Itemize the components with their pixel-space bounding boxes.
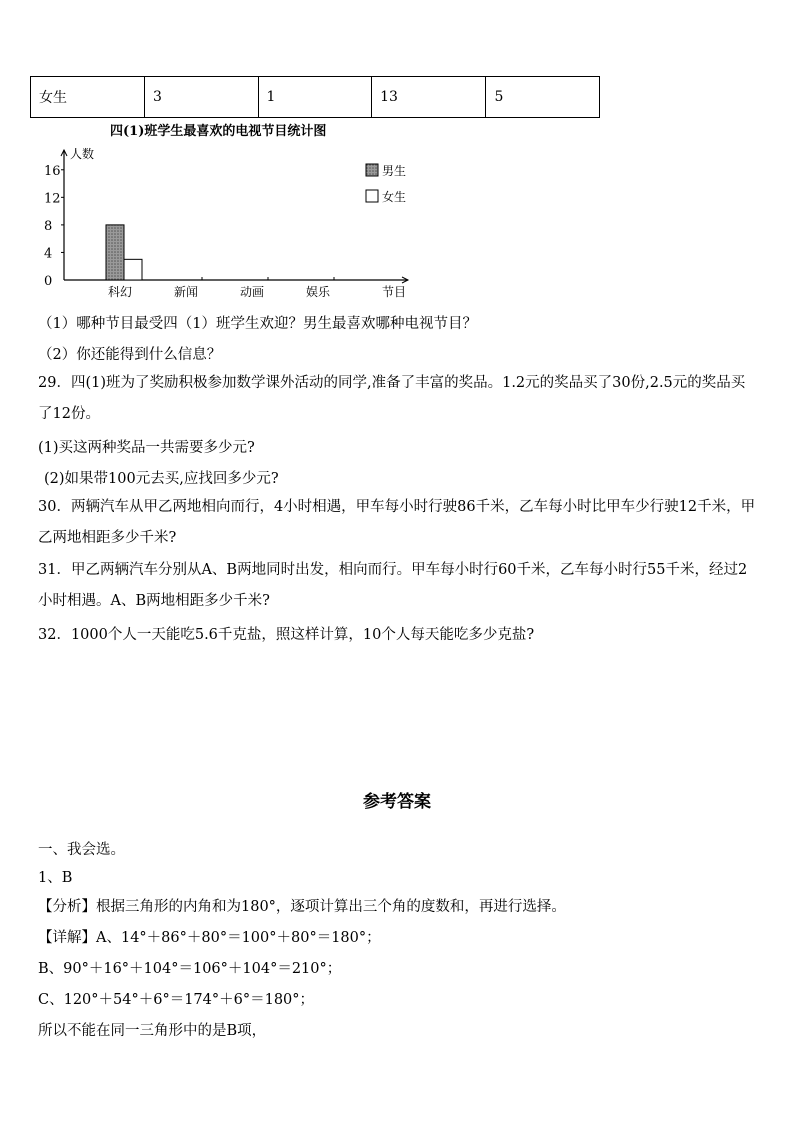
answer-analysis: 【分析】根据三角形的内角和为180°，逐项计算出三个角的度数和，再进行选择。 bbox=[38, 899, 566, 915]
table-cell: 13 bbox=[372, 77, 486, 118]
table-cell: 女生 bbox=[31, 77, 145, 118]
answer-detail-c: C、120°＋54°＋6°＝174°＋6°＝180°； bbox=[38, 992, 315, 1008]
legend-swatch bbox=[366, 164, 378, 176]
legend-label: 女生 bbox=[382, 190, 407, 204]
y-tick-label: 4 bbox=[44, 246, 53, 262]
answers-heading: 参考答案 bbox=[363, 792, 431, 812]
question-29-1: (1)买这两种奖品一共需要多少元? bbox=[38, 440, 255, 456]
question-28-1: （1）哪种节目最受四（1）班学生欢迎？男生最喜欢哪种电视节目？ bbox=[38, 316, 477, 332]
legend-swatch bbox=[366, 190, 378, 202]
table-cell: 3 bbox=[145, 77, 259, 118]
answers-section: 一、我会选。 bbox=[38, 842, 125, 858]
question-31: 31．甲乙两辆汽车分别从A、B两地同时出发，相向而行。甲车每小时行60千米，乙车每小时行55千米，经过2小时相遇。A、B两地相距多少千米? bbox=[38, 562, 748, 609]
answer-detail-b: B、90°＋16°＋104°＝106°＋104°＝210°； bbox=[38, 961, 342, 977]
bar-boys-0 bbox=[106, 225, 124, 280]
data-table bbox=[30, 76, 600, 118]
question-28-2: （2）你还能得到什么信息？ bbox=[38, 347, 222, 363]
table-cell: 1 bbox=[258, 77, 372, 118]
y-tick-label: 12 bbox=[44, 191, 61, 207]
question-32: 32．1000个人一天能吃5.6千克盐，照这样计算，10个人每天能吃多少克盐? bbox=[38, 627, 535, 643]
y-tick-label: 16 bbox=[44, 163, 61, 179]
question-29: 29．四(1)班为了奖励积极参加数学课外活动的同学,准备了丰富的奖品。1.2元的奖品买了30份,2.5元的奖品买了12份。 bbox=[38, 375, 746, 422]
y-tick-label: 0 bbox=[44, 274, 53, 289]
x-tick-label: 科幻 bbox=[108, 285, 133, 299]
answer-1: 1、B bbox=[38, 870, 73, 886]
x-tick-label: 娱乐 bbox=[306, 285, 331, 299]
answer-detail-a: 【详解】A、14°＋86°＋80°＝100°＋80°＝180°； bbox=[38, 930, 381, 946]
y-tick-label: 8 bbox=[44, 218, 53, 234]
question-29-2: (2)如果带100元去买,应找回多少元? bbox=[44, 471, 279, 487]
y-axis-label: 人数 bbox=[70, 147, 95, 161]
x-axis-label: 节目 bbox=[382, 285, 407, 299]
legend-label: 男生 bbox=[382, 164, 407, 178]
answer-conclusion: 所以不能在同一三角形中的是B项， bbox=[38, 1023, 267, 1039]
chart-title: 四(1)班学生最喜欢的电视节目统计图 bbox=[110, 124, 327, 139]
bar-girls-0 bbox=[124, 259, 142, 280]
bar-chart bbox=[30, 140, 430, 305]
x-tick-label: 动画 bbox=[240, 285, 265, 299]
table-row bbox=[31, 77, 600, 118]
x-tick-label: 新闻 bbox=[174, 285, 199, 299]
question-30: 30．两辆汽车从甲乙两地相向而行，4小时相遇，甲车每小时行驶86千米，乙车每小时比甲车少行驶12千米，甲乙两地相距多少千米? bbox=[38, 499, 756, 546]
table-cell: 5 bbox=[486, 77, 600, 118]
